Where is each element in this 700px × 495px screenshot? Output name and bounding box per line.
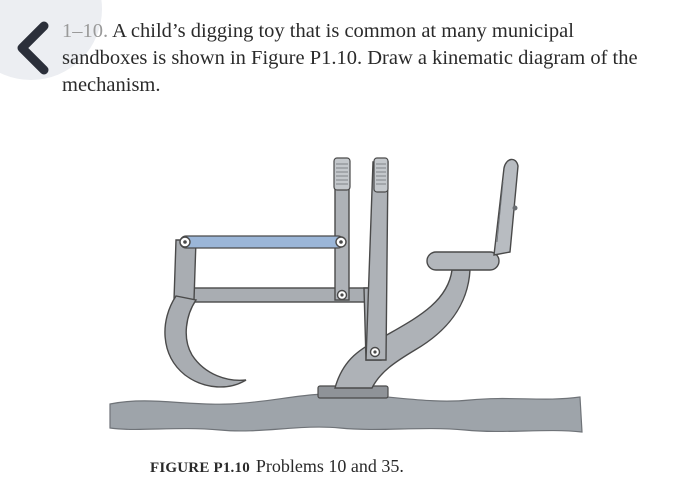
ground-sand xyxy=(110,394,582,432)
left-handle-grip xyxy=(334,158,350,190)
figure-caption xyxy=(150,456,404,477)
caption-label: FIGURE P1.10 xyxy=(150,460,250,476)
scoop-claw xyxy=(165,296,246,387)
problem-number: 1–10. xyxy=(62,20,109,42)
top-link-blue xyxy=(180,236,344,248)
caption-text: Problems 10 and 35. xyxy=(255,456,404,476)
scoop-arm xyxy=(174,240,196,300)
problem-text: A child’s digging toy that is common at many municipal sandboxes is shown in Figure P1.10. Draw a kinematic diagram of the mechanism. xyxy=(62,20,638,96)
right-handle-grip xyxy=(374,158,388,192)
seat xyxy=(427,252,499,270)
